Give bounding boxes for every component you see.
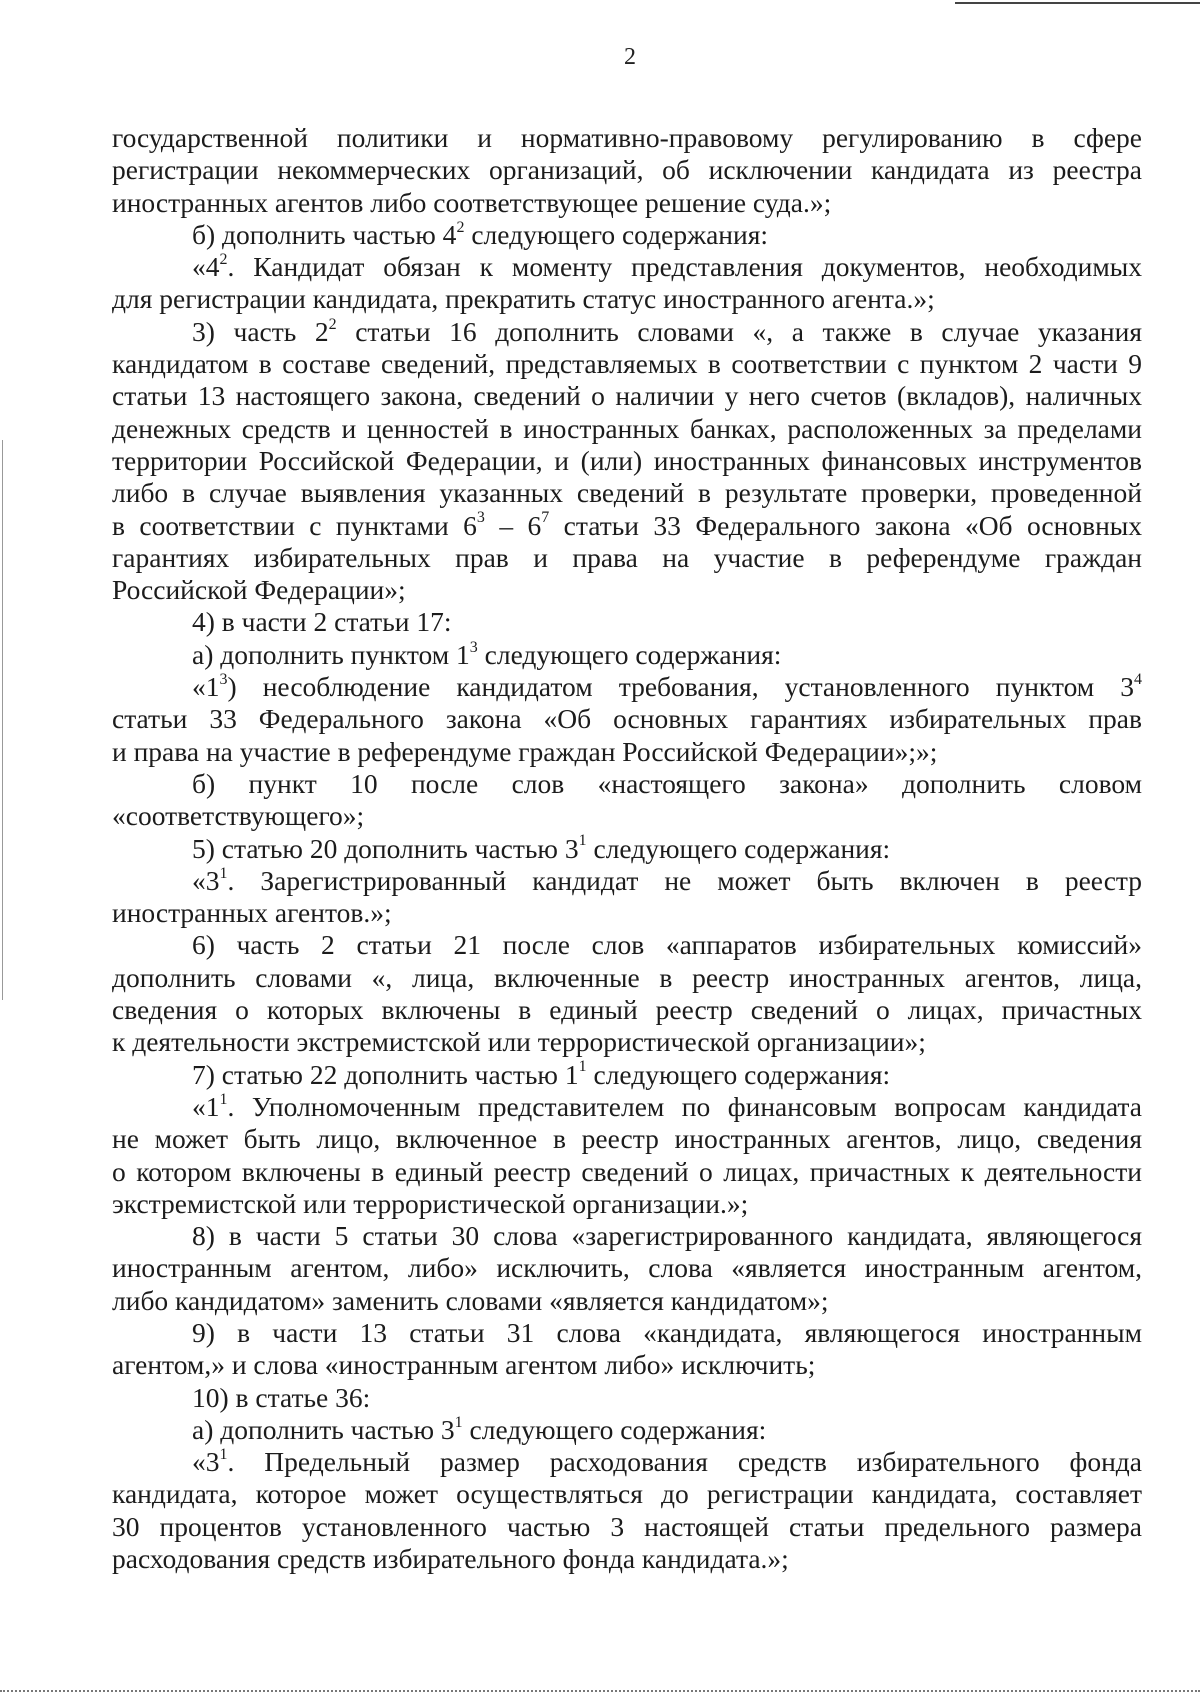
text-run: «3: [192, 864, 220, 896]
text-run: не может быть лицо, включенное в реестр иностранных агентов, лицо, сведения: [112, 1123, 1142, 1155]
text-run: . Предельный размер расходования средств избирательного фонда: [227, 1446, 1142, 1478]
text-run: гарантиях избирательных прав и права на участие в референдуме граждан: [112, 541, 1142, 573]
text-line: [112, 962, 1142, 994]
text-run: 9) в части 13 статьи 31 слова «кандидата, являющегося иностранным: [192, 1316, 1142, 1348]
text-line: [112, 1026, 1142, 1058]
text-run: б) пункт 10 после слов «настоящего закона» дополнить словом: [192, 767, 1142, 799]
text-line: [112, 1478, 1142, 1510]
text-line: [112, 1317, 1142, 1349]
text-line: [112, 542, 1142, 574]
text-run: иностранных агентов.»;: [112, 897, 392, 929]
text-line: [112, 606, 1142, 638]
text-line: [112, 1156, 1142, 1188]
text-line: [112, 736, 1142, 768]
text-run: для регистрации кандидата, прекратить статус иностранного агента.»;: [112, 283, 935, 315]
text-line: [112, 510, 1142, 542]
text-run: б) дополнить частью 4: [192, 218, 457, 250]
text-line: [112, 1188, 1142, 1220]
text-line: [112, 574, 1142, 606]
text-run: статьи 33 Федерального закона «Об основных: [549, 509, 1142, 541]
text-run: – 6: [484, 509, 542, 541]
text-run: «1: [192, 1090, 220, 1122]
text-run: 5) статью 20 дополнить частью 3: [192, 832, 579, 864]
text-run: следующего содержания:: [462, 1413, 767, 1445]
text-line: [112, 348, 1142, 380]
text-run: 4) в части 2 статьи 17:: [192, 606, 452, 638]
text-run: к деятельности экстремистской или террористической организации»;: [112, 1026, 926, 1058]
text-run: кандидатом в составе сведений, представляемых в соответствии с пунктом 2 части 9: [112, 348, 1142, 380]
superscript: 1: [578, 832, 587, 850]
text-line: [112, 800, 1142, 832]
text-run: статьи 13 настоящего закона, сведений о наличии у него счетов (вкладов), наличных: [112, 380, 1142, 412]
superscript: 2: [328, 315, 337, 333]
text-line: [112, 1446, 1142, 1478]
text-line: [112, 477, 1142, 509]
text-run: денежных средств и ценностей в иностранных банках, расположенных за пределами: [112, 412, 1142, 444]
text-run: дополнить словами «, лица, включенные в реестр иностранных агентов, лица,: [112, 961, 1142, 993]
scan-edge-bottom: [0, 1690, 1200, 1692]
text-line: [112, 316, 1142, 348]
text-line: [112, 671, 1142, 703]
text-run: . Зарегистрированный кандидат не может быть включен в реестр: [227, 864, 1142, 896]
text-run: 7) статью 22 дополнить частью 1: [192, 1058, 579, 1090]
text-line: [112, 994, 1142, 1026]
text-line: [112, 445, 1142, 477]
text-run: в соответствии с пунктами 6: [112, 509, 477, 541]
text-run: 30 процентов установленного частью 3 настоящей статьи предельного размера: [112, 1510, 1142, 1542]
text-run: следующего содержания:: [586, 832, 891, 864]
superscript: 3: [476, 509, 485, 527]
text-run: иностранных агентов либо соответствующее решение суда.»;: [112, 186, 832, 218]
text-run: и права на участие в референдуме граждан Российской Федерации»;»;: [112, 735, 938, 767]
superscript: 3: [219, 671, 228, 688]
text-line: [112, 1382, 1142, 1414]
text-line: [112, 703, 1142, 735]
superscript: 4: [1134, 671, 1142, 688]
text-line: [112, 283, 1142, 315]
text-run: статьи 16 дополнить словами «, а также в случае указания: [336, 315, 1142, 347]
superscript: 1: [578, 1058, 587, 1076]
text-run: о котором включены в единый реестр сведений о лицах, причастных к деятельности: [112, 1155, 1142, 1187]
text-line: [112, 865, 1142, 897]
text-line: [112, 187, 1142, 219]
document-body: [112, 122, 1142, 1575]
text-run: «соответствующего»;: [112, 800, 365, 832]
text-run: следующего содержания:: [477, 638, 782, 670]
text-run: регистрации некоммерческих организаций, об исключении кандидата из реестра: [112, 154, 1142, 186]
text-run: сведения о которых включены в единый реестр сведений о лицах, причастных: [112, 994, 1142, 1026]
page-number: 2: [624, 44, 636, 70]
text-run: «1: [192, 671, 220, 703]
text-run: 6) часть 2 статьи 21 после слов «аппаратов избирательных комиссий»: [192, 929, 1142, 961]
text-run: статьи 33 Федерального закона «Об основных гарантиях избирательных прав: [112, 703, 1142, 735]
text-run: «3: [192, 1446, 220, 1478]
text-line: [112, 219, 1142, 251]
text-line: [112, 1349, 1142, 1381]
text-run: ) несоблюдение кандидатом требования, установленного пунктом 3: [227, 671, 1134, 703]
text-run: экстремистской или террористической организации.»;: [112, 1187, 749, 1219]
text-run: государственной политики и нормативно-правовому регулированию в сфере: [112, 122, 1142, 153]
text-run: следующего содержания:: [464, 218, 769, 250]
superscript: 2: [456, 218, 465, 236]
text-run: следующего содержания:: [586, 1058, 891, 1090]
superscript: 3: [469, 638, 478, 656]
text-line: [112, 380, 1142, 412]
text-line: [112, 1252, 1142, 1284]
text-run: агентом,» и слова «иностранным агентом либо» исключить;: [112, 1349, 816, 1381]
text-run: территории Российской Федерации, и (или) иностранных финансовых инструментов: [112, 444, 1142, 476]
text-run: . Кандидат обязан к моменту представления документов, необходимых: [227, 251, 1142, 283]
superscript: 1: [219, 864, 228, 882]
text-line: [112, 768, 1142, 800]
text-line: [112, 122, 1142, 154]
text-run: либо кандидатом» заменить словами «является кандидатом»;: [112, 1284, 829, 1316]
text-run: 8) в части 5 статьи 30 слова «зарегистрированного кандидата, являющегося: [192, 1220, 1142, 1252]
text-line: [112, 897, 1142, 929]
text-line: [112, 833, 1142, 865]
text-line: [112, 1220, 1142, 1252]
superscript: 1: [219, 1446, 228, 1464]
superscript: 1: [454, 1413, 463, 1431]
text-line: [112, 1091, 1142, 1123]
text-run: а) дополнить частью 3: [192, 1413, 455, 1445]
text-line: [112, 1285, 1142, 1317]
superscript: 1: [219, 1090, 228, 1108]
text-run: 3) часть 2: [192, 315, 329, 347]
text-line: [112, 1543, 1142, 1575]
text-run: кандидата, которое может осуществляться до регистрации кандидата, составляет: [112, 1478, 1142, 1510]
scan-edge-top: [955, 2, 1200, 4]
text-line: [112, 639, 1142, 671]
text-line: [112, 413, 1142, 445]
text-run: либо в случае выявления указанных сведений в результате проверки, проведенной: [112, 477, 1142, 509]
text-line: [112, 1123, 1142, 1155]
text-line: [112, 154, 1142, 186]
text-run: иностранным агентом, либо» исключить, слова «является иностранным агентом,: [112, 1252, 1142, 1284]
text-run: а) дополнить пунктом 1: [192, 638, 470, 670]
superscript: 2: [219, 251, 228, 269]
text-line: [112, 1414, 1142, 1446]
text-line: [112, 251, 1142, 283]
text-line: [112, 929, 1142, 961]
text-line: [112, 1511, 1142, 1543]
text-run: расходования средств избирательного фонда кандидата.»;: [112, 1543, 789, 1575]
text-line: [112, 1059, 1142, 1091]
text-run: 10) в статье 36:: [192, 1381, 371, 1413]
text-run: . Уполномоченным представителем по финансовым вопросам кандидата: [227, 1090, 1142, 1122]
text-run: Российской Федерации»;: [112, 574, 406, 606]
scan-edge-left: [2, 440, 3, 1000]
superscript: 7: [541, 509, 550, 527]
text-run: «4: [192, 251, 220, 283]
